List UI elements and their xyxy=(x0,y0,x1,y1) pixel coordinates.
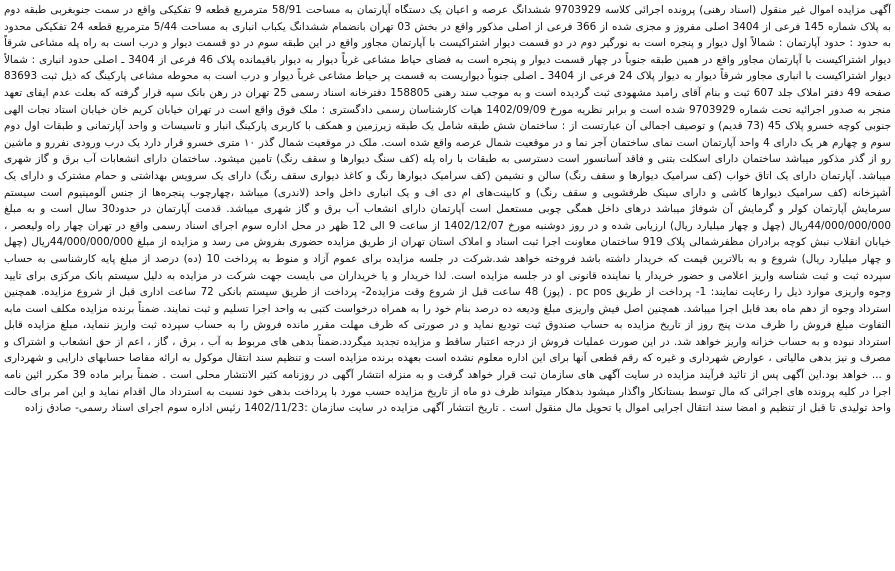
notice-body-text: آگهی مزایده اموال غیر منقول (اسناد رهنی) پرونده اجرائی کلاسه 9703929 ششدانگ عرصه و اعیان یک دستگاه آپارتمان به مساحت 58/91 مترمربع قطعه 9 تفکیکی واقع در سمت جنوبغربی طبقه دوم به پلاک شماره 145 فرعی از 3404 اصلی مفروز و مجزی شده از 366 فرعی از اصلی مذکور واقع در بخش 03 تهران بانضمام ششدانگ یکباب انباری به مساحت 5/44 مترمربع قطعه 24 تفکیکی محدود به حدود : حدود آپارتمان : شمالاً اول دیوار و پنجره است به نورگیر دوم در دو قسمت دیوار اشتراکیست با آپارتمان مجاور واقع در این طبقه سوم در دو قسمت دیوار و درب است به راه پله مشاعی شرقاً دیوار اشتراکیست با آپارتمان مجاور واقع در همین طبقه جنوباً در چهار قسمت دیوار و پنجره است به فضای حیاط مشاعی غرباً دیوار به دیوار باقیمانده پلاک 46 فرعی از 3404 ـ اصلی حدود انباری : شمالاً دیوار اشتراکیست با انباری مجاور شرقاً دیوار به دیوار پلاک 24 فرعی از 3404 ـ اصلی جنوباً دیواریست به قسمت پر حیاط مشاعی غرباً دیوار و درب است به محوطه مشاعی پارکینگ که ذیل ثبت 83693 صفحه 49 دفتر املاک جلد 607 ثبت و بنام آقای رامبد مشهودی ثبت گردیده است و به موجب سند رهنی 158805 دفترخانه اسناد رسمی 25 تهران در رهن بانک سپه قرار گرفته که بعلت عدم ایفای تعهد منجر به صدور اجرائیه تحت شماره 9703929 شده است و برابر نظریه مورخ 1402/09/09 هیات کارشناسان رسمی دادگستری : ملک فوق واقع است در تهران خیابان کریم خان خیابان استاد نجات الهی جنوبی کوچه خسرو پلاک 45 (73 قدیم) و توصیف اجمالی آن عبارتست از : ساختمان شش طبقه شامل یک طبقه زیرزمین و همکف با کاربری پارکینگ انبار و تاسیسات و واحد آپارتمانی و طبقات اول دوم سوم و چهارم هر یک دارای 4 واحد آپارتمان است نمای ساختمان آجر نما و در موقعیت شمال عرصه واقع شده است. ملک در موقعیت شمال گذر ۱۰ متری خسرو قرار دارد یک درب ورودی نفررو و ماشین رو از گذر مذکور میباشد ساختمان دارای اسکلت بتنی و فاقد آسانسور است دسترسی به طبقات با راه پله (کف سنگ دیوارها و سقف رنگ) تامین میشود. ساختمان دارای انشعابات آب برق و گاز شهری میباشد. آپارتمان دارای یک اتاق خواب (کف سرامیک دیوارها و سقف رنگ) سالن و نشیمن (کف سرامیک دیوارها رنگ و کاغذ دیواری سقف رنگ) دارای یک سرویس بهداشتی و حمام مشترک و دارای یک آشپزخانه (کف سرامیک دیوارها کاشی و دارای سینک ظرفشویی و سقف رنگ) و کابینت‌های ام دی اف و یک انباری داخل واحد (لاندری) میباشد ،چهارچوب پنجره‌ها از جنس آلومینیوم است سیستم سرمایش آپارتمان کولر و گرمایش آن شوفاژ میباشد درهای داخل همگی چوبی مستعمل است آپارتمان دارای انشعاب آب برق و گاز شهری میباشد. قدمت آپارتمان در حدود30 سال است و به مبلغ 44/000/000/000ریال (چهل و چهار میلیارد ریال) ارزیابی شده و در روز دوشنبه مورخ 1402/12/07 از ساعت 9 الی 12 ظهر در محل اداره سوم اجرای اسناد رسمی واقع در تهران چهار راه ولیعصر ، خیابان انقلاب نبش کوچه برادران مظفرشمالی پلاک 919 ساختمان معاونت اجرا ثبت اسناد و املاک استان تهران از طریق مزایده حضوری بفروش می رسد و مزایده از مبلغ 44/000/000/000ریال (چهل و چهار میلیارد ریال) شروع و به بالاترین قیمت که خریدار داشته باشد فروخته خواهد شد.شرکت در جلسه مزایده برای عموم آزاد و منوط به پرداخت 10 (ده) درصد از مبلغ پایه کارشناسی به حساب سپرده ثبت و ثبت شناسه واریز اعلامی و حضور خریدار یا نماینده قانونی او در جلسه مزایده است. لذا خریدار و یا خریداران می بایست جهت شرکت در مزایده به دلیل سیستم بانک مرکزی برای تایید وجوه واریزی موارد ذیل را رعایت نمایند: 1- پرداخت از طریق pc pos . (پوز) 48 ساعت قبل از شروع وقت مزایده2- پرداخت از طریق سیستم بانکی 72 ساعت اداری قبل از شروع مزایده. همچنین استرداد وجوه از دهم ماه بعد قابل اجرا میباشد. همچنین اصل فیش واریزی مبلغ ودیعه ده درصد بنام خود را به همراه درخواست کتبی به واحد اجرا تسلیم و ثبت نمایند. ضمناً برنده مزایده مکلف است مابه التفاوت مبلغ فروش را ظرف مدت پنج روز از تاریخ مزایده به حساب صندوق ثبت تودیع نماید و در صورتی که ظرف مهلت مقرر مانده فروش را به حساب سپرده ثبت واریز ننماید، مبلغ مزایده قابل استرداد نبوده و به حساب خزانه واریز خواهد شد. در این صورت عملیات فروش از درجه اعتبار ساقط و مزایده تجدید میگردد.ضمناً بدهی های مربوط به آب ، برق ، گاز ، اعم از حق انشعاب و اشتراک و مصرف و نیز بدهی مالیاتی ، عوارض شهرداری و غیره که رقم قطعی آنها برای این اداره معلوم نشده است بعهده برنده مزایده است و تنظیم سند انتقال موکول به ارائه مفاصا حسابهای دارایی و شهرداری و ... خواهد بود.این آگهی پس از تائید فرآیند مزایده در سایت آگهی های سازمان ثبت قرار خواهد گرفت و به منزله انتشار آگهی در روزنامه کثیر الانتشار محلی است . ضمناً برابر ماده 39 مکرر ائین نامه اجرا در کلیه پرونده های اجرائی که مال توسط بستانکار واگذار میشود بدهکار میتواند ظرف دو ماه از تاریخ مزایده حسب مورد با پرداخت بدهی خود نسبت به استرداد مال اقدام نماید و این امر برای حالت واحد تولیدی تا قبل از تنظیم و امضا سند انتقال اجرایی اموال یا تحویل مال منقول است . تاریخ انتشار آگهی مزایده در سایت سازمان :1402/11/23 رئیس اداره سوم اجرای اسناد رسمی- صادق زاده xyxy=(4,4,891,415)
auction-notice xyxy=(4,2,891,569)
